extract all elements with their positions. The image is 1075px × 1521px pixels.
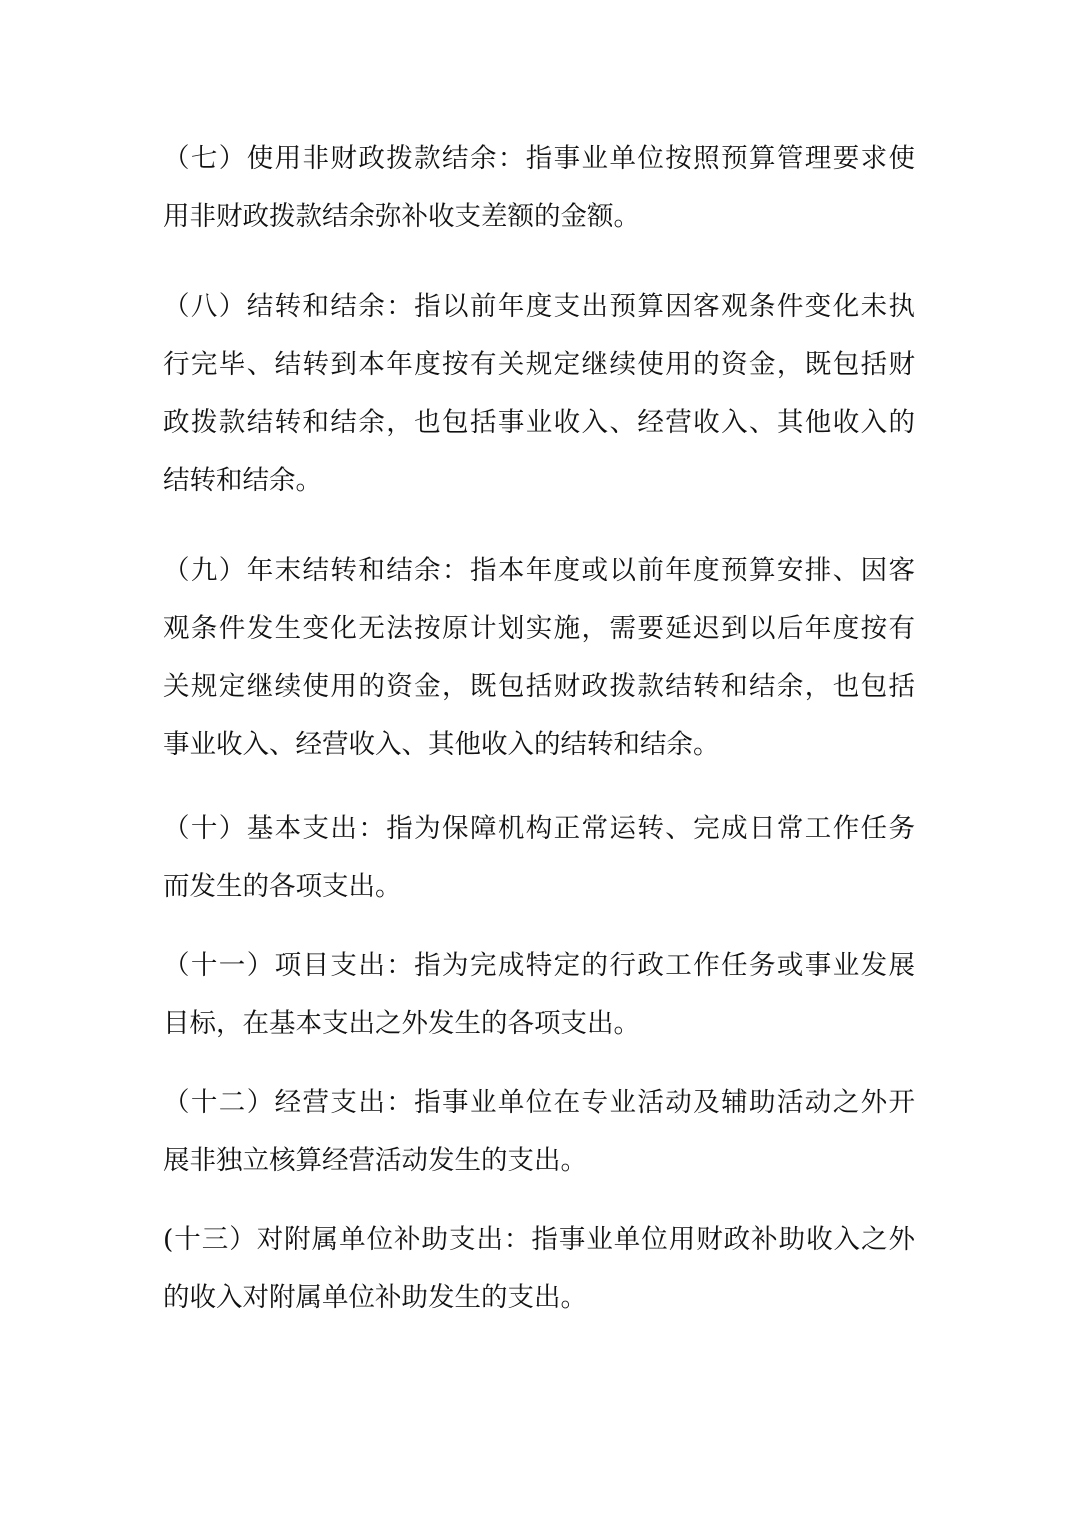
paragraph-spacer bbox=[163, 774, 915, 800]
paragraph-line: （九）年末结转和结余：指本年度或以前年度预算安排、因客 bbox=[163, 555, 915, 586]
paragraph-line: 事业收入、经营收入、其他收入的结转和结余。 bbox=[163, 729, 720, 760]
paragraph-spacer bbox=[163, 1053, 915, 1074]
paragraph-line: 的收入对附属单位补助发生的支出。 bbox=[163, 1282, 587, 1313]
paragraph-line: 展非独立核算经营活动发生的支出。 bbox=[163, 1145, 587, 1176]
paragraph-spacer bbox=[163, 1190, 915, 1211]
paragraph-line: 而发生的各项支出。 bbox=[163, 871, 402, 902]
paragraph-item-8 bbox=[163, 278, 915, 510]
paragraph-line: (十三）对附属单位补助支出：指事业单位用财政补助收入之外 bbox=[163, 1224, 915, 1255]
paragraph-line: 结转和结余。 bbox=[163, 465, 322, 496]
paragraph-line: （十一）项目支出：指为完成特定的行政工作任务或事业发展 bbox=[163, 950, 915, 981]
paragraph-spacer bbox=[163, 916, 915, 937]
paragraph-line: 行完毕、结转到本年度按有关规定继续使用的资金，既包括财 bbox=[163, 349, 915, 380]
paragraph-item-10 bbox=[163, 800, 915, 916]
paragraph-spacer bbox=[163, 510, 915, 542]
paragraph-line: 目标，在基本支出之外发生的各项支出。 bbox=[163, 1008, 640, 1039]
paragraph-item-12 bbox=[163, 1074, 915, 1190]
paragraph-line: （七）使用非财政拨款结余：指事业单位按照预算管理要求使 bbox=[163, 143, 915, 174]
paragraph-item-13 bbox=[163, 1211, 915, 1327]
paragraph-item-7 bbox=[163, 130, 915, 246]
paragraph-line: 用非财政拨款结余弥补收支差额的金额。 bbox=[163, 201, 640, 232]
paragraph-item-11 bbox=[163, 937, 915, 1053]
paragraph-line: 观条件发生变化无法按原计划实施，需要延迟到以后年度按有 bbox=[163, 613, 915, 644]
paragraph-line: （十二）经营支出：指事业单位在专业活动及辅助活动之外开 bbox=[163, 1087, 915, 1118]
paragraph-item-9 bbox=[163, 542, 915, 774]
paragraph-line: （十）基本支出：指为保障机构正常运转、完成日常工作任务 bbox=[163, 813, 915, 844]
document-body bbox=[163, 130, 915, 1327]
paragraph-line: （八）结转和结余：指以前年度支出预算因客观条件变化未执 bbox=[163, 291, 915, 322]
paragraph-line: 关规定继续使用的资金，既包括财政拨款结转和结余，也包括 bbox=[163, 671, 915, 702]
paragraph-line: 政拨款结转和结余，也包括事业收入、经营收入、其他收入的 bbox=[163, 407, 915, 438]
paragraph-spacer bbox=[163, 246, 915, 278]
